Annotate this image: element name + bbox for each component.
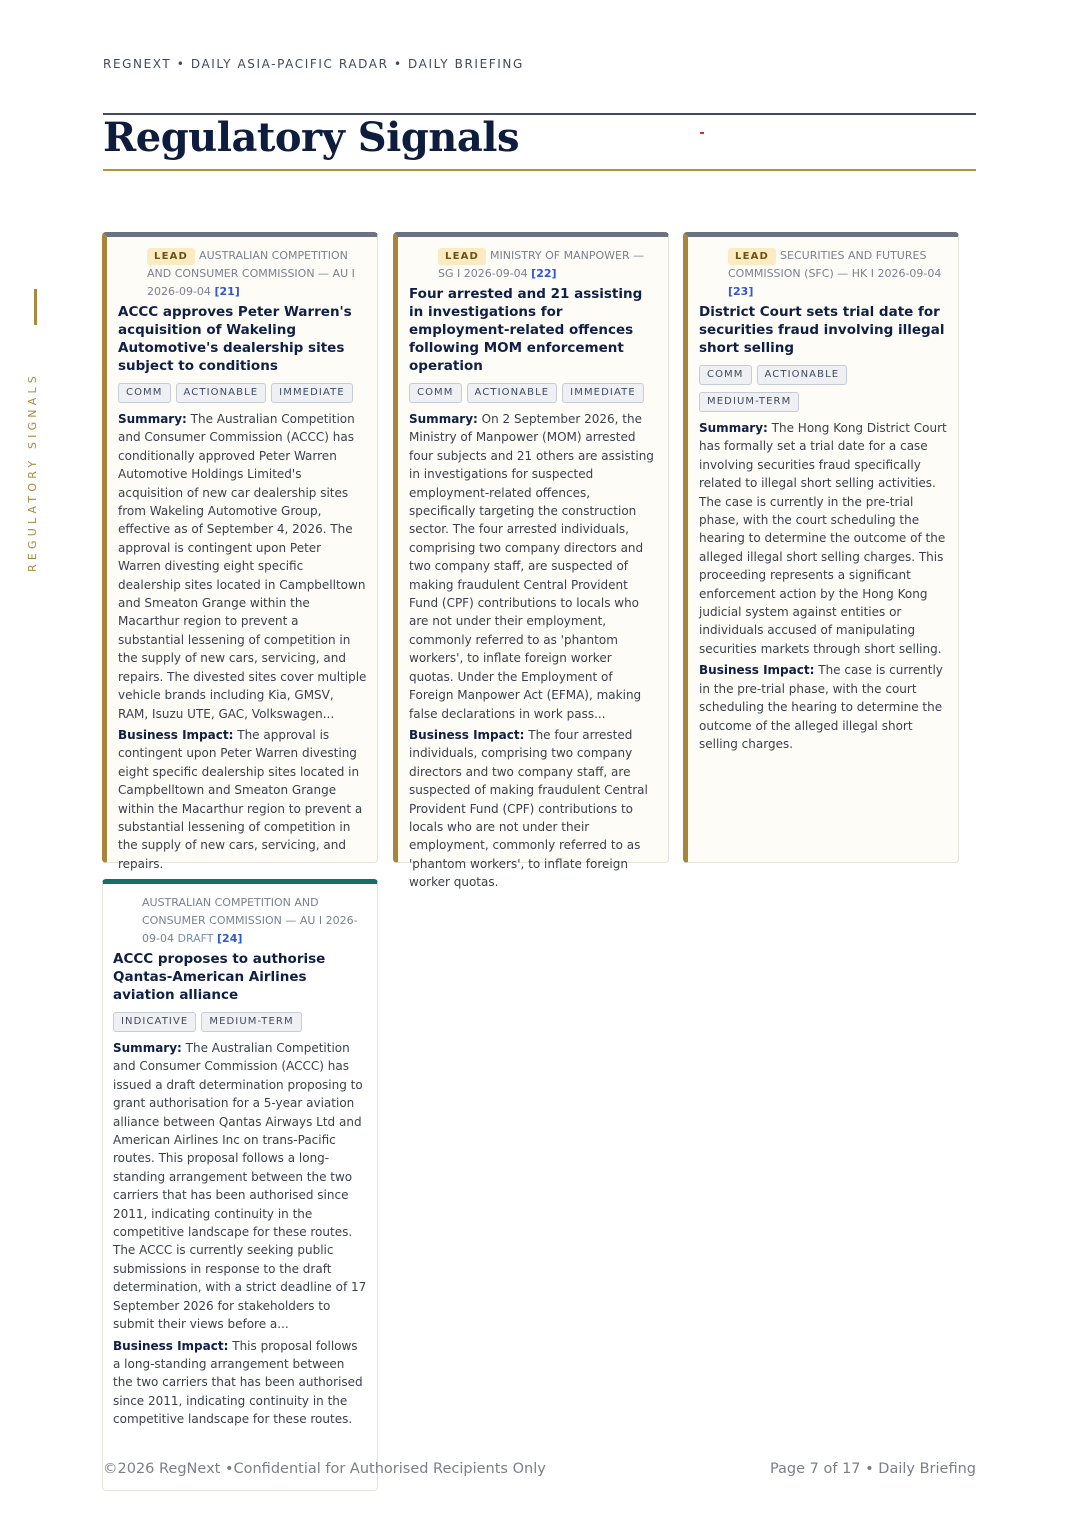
impact-text: This proposal follows a long-standing arrangement between the two carriers that has been authorised since 2011, indicating continuity in the competitive landscape for these routes.: [113, 1338, 363, 1427]
card-source: MINISTRY OF MANPOWER — SG I 2026-09-04: [438, 249, 645, 280]
summary-text: The Hong Kong District Court has formally set a trial date for a case involving securities fraud specifically related to illegal short selling activities. The case is currently in the pre-trial phase, with the court scheduling the hearing to determine the outcome of the alleged illegal short selling charges. This proceeding represents a significant enforcement action by the Hong Kong judicial system against entities or individuals accused of manipulating securities markets through short selling.: [699, 421, 947, 656]
tag: INDICATIVE: [113, 1012, 196, 1032]
tag: COMM: [118, 383, 171, 403]
lead-badge: LEAD: [728, 248, 776, 265]
tag-row: [699, 362, 948, 416]
signal-card[interactable]: [393, 232, 669, 890]
summary-label: Summary:: [699, 421, 768, 435]
tag-row: [409, 380, 658, 407]
citation-link[interactable]: [23]: [728, 285, 754, 298]
card-summary: [699, 419, 948, 658]
summary-text: On 2 September 2026, the Ministry of Manpower (MOM) arrested four subjects and 21 others are assisting in investigations for suspected employment-related offences, specifically targeting the construction sector. The four arrested individuals, comprising two company directors and two company staff, are suspected of making fraudulent Central Provident Fund (CPF) contributions to locals who are not under their employment, commonly referred to as 'phantom workers', to inflate foreign worker quotas. Under the Employment of Foreign Manpower Act (EFMA), making false declarations in work pass...: [409, 412, 654, 721]
footer-copyright: ©2026 RegNext •Confidential for Authorised Recipients Only: [103, 1461, 546, 1477]
tag: COMM: [409, 383, 462, 403]
card-impact: [113, 1337, 367, 1429]
card-title: ACCC proposes to authorise Qantas-American Airlines aviation alliance: [113, 951, 326, 1003]
card-summary: [409, 410, 658, 723]
card-summary: [113, 1039, 367, 1334]
summary-label: Summary:: [118, 412, 187, 426]
card-summary: [118, 410, 367, 723]
tag: ACTIONABLE: [757, 365, 848, 385]
summary-label: Summary:: [409, 412, 478, 426]
impact-label: Business Impact:: [118, 727, 234, 742]
card-meta: [699, 247, 948, 301]
page-title: Regulatory Signals: [103, 114, 520, 161]
tag: MEDIUM-TERM: [201, 1012, 301, 1032]
card-impact: [118, 726, 367, 873]
card-title: Four arrested and 21 assisting in investigations for employment-related offences following MOM enforcement operation: [409, 286, 643, 374]
tag: IMMEDIATE: [562, 383, 644, 403]
impact-text: The four arrested individuals, comprising two company directors and two company staff, are suspected of making fraudulent Central Provident Fund (CPF) contributions to locals who are not under their employment, commonly referred to as 'phantom workers', to inflate foreign worker quotas.: [409, 727, 648, 890]
section-side-label: REGULATORY SIGNALS: [26, 372, 39, 572]
header-kicker: REGNEXT • DAILY ASIA-PACIFIC RADAR • DAILY BRIEFING: [103, 57, 524, 71]
citation-link[interactable]: [24]: [217, 932, 243, 945]
card-meta: [409, 247, 658, 283]
impact-text: The case is currently in the pre-trial phase, with the court scheduling the hearing to determine the outcome of the alleged illegal short selling charges.: [699, 663, 943, 751]
citation-link[interactable]: [21]: [214, 285, 240, 298]
tag: IMMEDIATE: [271, 383, 353, 403]
card-source: AUSTRALIAN COMPETITION AND CONSUMER COMMISSION — AU I 2026-09-04: [147, 249, 355, 298]
tag: COMM: [699, 365, 752, 385]
signal-card[interactable]: [102, 879, 378, 1491]
tag: MEDIUM-TERM: [699, 392, 799, 412]
card-title: District Court sets trial date for securities fraud involving illegal short selling: [699, 304, 945, 356]
card-source: SECURITIES AND FUTURES COMMISSION (SFC) — HK I 2026-09-04: [728, 249, 942, 280]
card-impact: [699, 661, 948, 753]
impact-text: The approval is contingent upon Peter Warren divesting eight specific dealership sites located in Campbelltown and Smeaton Grange within the Macarthur region to prevent a substantial lessening of competition in the supply of new cars, servicing, and repairs.: [118, 727, 363, 871]
title-rule: [103, 169, 976, 171]
summary-text: The Australian Competition and Consumer Commission (ACCC) has conditionally approved Peter Warren Automotive Holdings Limited's acquisition of new car dealership sites from Wakeling Automotive Group, effective as of September 4, 2026. The approval is contingent upon Peter Warren divesting eight specific dealership sites located in Campbelltown and Smeaton Grange within the Macarthur region to prevent a substantial lessening of competition in the supply of new cars, servicing, and repairs. The divested sites cover multiple vehicle brands including Kia, GMSV, RAM, Isuzu UTE, GAC, Volkswagen...: [118, 412, 367, 721]
card-meta: [118, 247, 367, 301]
card-meta: [113, 894, 367, 948]
signal-card[interactable]: [102, 232, 378, 871]
footer-page-number: Page 7 of 17 • Daily Briefing: [769, 1461, 976, 1477]
tag-row: [113, 1009, 367, 1036]
card-impact: [409, 726, 658, 892]
summary-label: Summary:: [113, 1041, 182, 1055]
lead-badge: LEAD: [147, 248, 195, 265]
tag: ACTIONABLE: [467, 383, 558, 403]
lead-badge: LEAD: [438, 248, 486, 265]
accent-mark: [700, 132, 704, 134]
tag-row: [118, 380, 367, 407]
signal-card[interactable]: [683, 232, 959, 863]
card-title: ACCC approves Peter Warren's acquisition of Wakeling Automotive's dealership sites subject to conditions: [118, 304, 352, 374]
tag: ACTIONABLE: [176, 383, 267, 403]
summary-text: The Australian Competition and Consumer Commission (ACCC) has issued a draft determination proposing to grant authorisation for a 5-year aviation alliance between Qantas Airways Ltd and American Airlines Inc on trans-Pacific routes. This proposal follows a long-standing arrangement between the two carriers that has been authorised since 2011, indicating continuity in the competitive landscape for these routes. The ACCC is currently seeking public submissions in response to the draft determination, with a strict deadline of 17 September 2026 for stakeholders to submit their views before a...: [113, 1041, 367, 1332]
impact-label: Business Impact:: [113, 1338, 229, 1353]
citation-link[interactable]: [22]: [531, 267, 557, 280]
card-source: AUSTRALIAN COMPETITION AND CONSUMER COMMISSION — AU I 2026-09-04: [142, 896, 358, 945]
impact-label: Business Impact:: [409, 727, 525, 742]
section-marker: [34, 289, 37, 325]
status-label: DRAFT: [177, 932, 214, 945]
impact-label: Business Impact:: [699, 663, 815, 678]
